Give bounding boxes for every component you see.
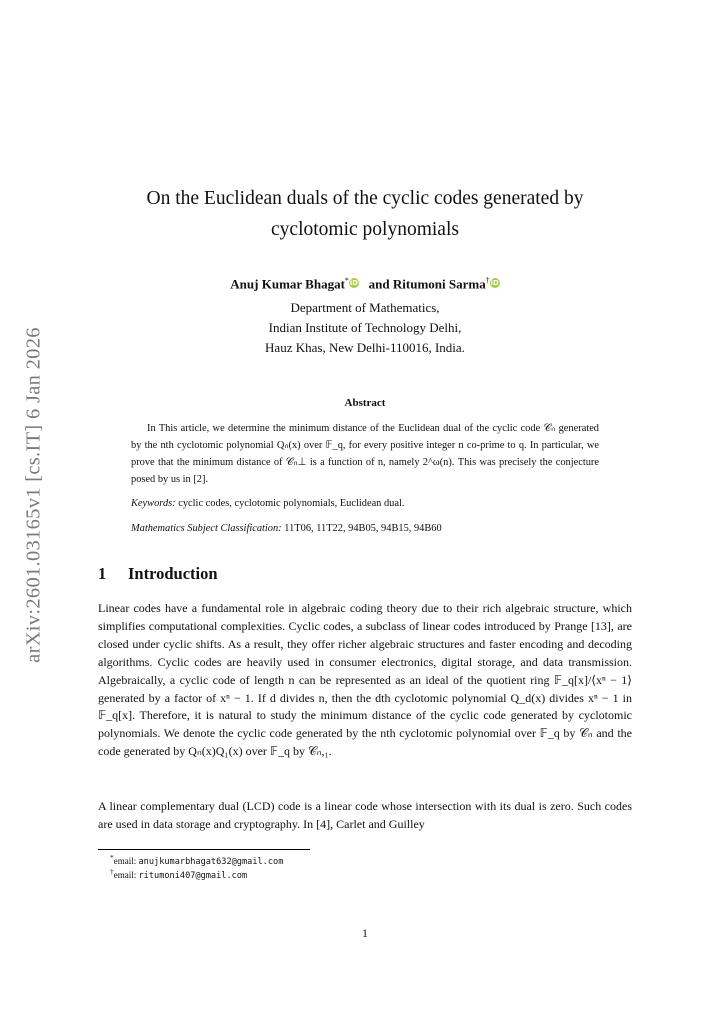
footnote-label: email:: [113, 870, 137, 880]
section-heading-introduction: [98, 564, 218, 584]
orcid-icon[interactable]: iD: [349, 279, 359, 288]
paper-title: [110, 183, 620, 245]
intro-paragraph-1: [98, 600, 632, 761]
author-1-name: Anuj Kumar Bhagat: [230, 276, 345, 292]
keywords-text: cyclic codes, cyclotomic polynomials, Euclidean dual.: [178, 498, 405, 509]
intro-paragraph-2: [98, 798, 632, 834]
footnote-rule: [98, 849, 310, 850]
footnote-2: [110, 867, 247, 881]
affiliation-line: Hauz Khas, New Delhi-110016, India.: [265, 340, 465, 355]
email-link[interactable]: anujkumarbhagat632@gmail.com: [138, 857, 284, 867]
paper-title-line-2: cyclotomic polynomials: [271, 219, 459, 240]
section-number: 1: [98, 564, 107, 583]
abstract-text: In This article, we determine the minimum distance of the Euclidean dual of the cyclic code 𝒞ₙ generated by the nth cyclotomic polynomial Qₙ(x) over 𝔽_q, for every positive integer n co-prime to q. In particular, we prove that the minimum distance of 𝒞ₙ⊥ is a function of n, namely 2^ω(n). This was precisely the conjecture posed by us in [2].: [131, 423, 599, 485]
msc-text: 11T06, 11T22, 94B05, 94B15, 94B60: [284, 523, 442, 534]
author-list: [100, 276, 630, 292]
page-number: 1: [362, 926, 368, 940]
keywords: [131, 498, 599, 509]
email-link[interactable]: ritumoni407@gmail.com: [138, 871, 248, 881]
abstract-body: [131, 420, 599, 488]
footnote-label: email:: [113, 856, 137, 866]
affiliation: [100, 298, 630, 358]
arxiv-identifier-stamp: arXiv:2601.03165v1 [cs.IT] 6 Jan 2026: [22, 327, 45, 663]
keywords-label: Keywords:: [131, 498, 176, 509]
footnote-mark: *: [110, 853, 114, 862]
abstract-heading: Abstract: [344, 397, 386, 409]
section-title: Introduction: [128, 564, 218, 583]
author-connector: and: [368, 276, 390, 292]
paper-title-line-1: On the Euclidean duals of the cyclic codes generated by: [146, 188, 584, 209]
paragraph-text: Linear codes have a fundamental role in algebraic coding theory due to their rich algebraic structure, which simplifies computational complexities. Cyclic codes, a subclass of linear codes introduced by Prange [13], are closed under cyclic shifts. As a result, they offer richer algebraic structures and faster encoding and decoding algorithms. Cyclic codes are heavily used in consumer electronics, digital storage, and data transmission. Algebraically, a cyclic code of length n can be represented as an ideal of the quotient ring 𝔽_q[x]/⟨xⁿ − 1⟩ generated by a factor of xⁿ − 1. If d divides n, then the dth cyclotomic polynomial Q_d(x) divides xⁿ − 1 in 𝔽_q[x]. Therefore, it is natural to study the minimum distance of the cyclic code generated by cyclotomic polynomials. We denote the cyclic code generated by the nth cyclotomic polynomial over 𝔽_q by 𝒞ₙ and the code generated by Qₙ(x)Q₁(x) over 𝔽_q by 𝒞ₙ,₁.: [98, 601, 632, 759]
subject-classification: [131, 523, 599, 534]
footnote-mark: †: [110, 867, 114, 876]
affiliation-line: Indian Institute of Technology Delhi,: [268, 320, 462, 335]
msc-label: Mathematics Subject Classification:: [131, 523, 282, 534]
author-1-footnote-mark: *: [344, 276, 349, 285]
paragraph-text: A linear complementary dual (LCD) code is a linear code whose intersection with its dual is zero. Such codes are used in data storage and cryptography. In [4], Carlet and Guilley: [98, 799, 632, 831]
author-2-name: Ritumoni Sarma: [392, 276, 486, 292]
author-2-footnote-mark: †: [485, 276, 490, 285]
orcid-icon[interactable]: iD: [490, 279, 499, 288]
footnote-1: [110, 853, 283, 867]
affiliation-line: Department of Mathematics,: [290, 300, 440, 315]
